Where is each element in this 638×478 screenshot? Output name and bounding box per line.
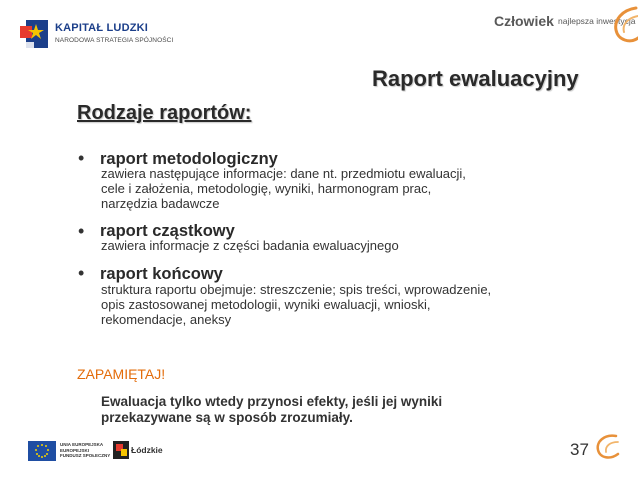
kapital-ludzki-logo-icon: [18, 18, 52, 52]
eu-text-line: FUNDUSZ SPOŁECZNY: [60, 453, 111, 458]
remember-label: ZAPAMIĘTAJ!: [77, 366, 166, 382]
item-desc-line: opis zastosowanej metodologii, wyniki ewaluacji, wnioski,: [101, 297, 431, 312]
item-desc-line: zawiera informacje z części badania ewaluacyjnego: [101, 238, 399, 253]
section-heading: Rodzaje raportów:: [77, 102, 252, 124]
bullet-icon: •: [78, 221, 85, 241]
item-title-metodologiczny: raport metodologiczny: [100, 150, 278, 168]
item-desc-line: cele i założenia, metodologię, wyniki, harmonogram prac,: [101, 181, 432, 196]
item-desc-line: struktura raportu obejmuje: streszczenie; spis treści, wprowadzenie,: [101, 282, 492, 297]
lodzkie-logo-icon: [113, 441, 129, 459]
note-line: przekazywane są w sposób zrozumiały.: [101, 410, 353, 425]
item-title-czastkowy: raport cząstkowy: [100, 222, 235, 240]
eu-text-line: UNIA EUROPEJSKA: [60, 442, 104, 447]
kapital-ludzki-title: KAPITAŁ LUDZKI: [55, 22, 149, 34]
note-line: Ewaluacja tylko wtedy przynosi efekty, jeśli jej wyniki: [101, 394, 443, 409]
czlowiek-logo-subtitle: najlepsza inwestycja: [558, 16, 636, 26]
kapital-ludzki-subtitle: NARODOWA STRATEGIA SPÓJNOŚCI: [55, 37, 174, 44]
page-number: 37: [570, 440, 589, 459]
eu-text-line: EUROPEJSKI: [60, 447, 90, 453]
bullet-icon: •: [78, 263, 85, 283]
czlowiek-logo-title: Człowiek: [494, 13, 554, 29]
item-desc-line: zawiera następujące informacje: dane nt. przedmiotu ewaluacji,: [101, 166, 466, 181]
eu-text: [60, 442, 110, 459]
item-desc-line: rekomendacje, aneksy: [101, 312, 232, 327]
slide-title: Raport ewaluacyjny: [372, 66, 579, 91]
eu-flag-icon: [28, 441, 56, 461]
bullet-icon: •: [78, 148, 85, 168]
lodzkie-label: Łódzkie: [131, 445, 163, 455]
item-title-koncowy: raport końcowy: [100, 265, 223, 283]
item-desc-line: narzędzia badawcze: [101, 196, 220, 211]
orange-swirl-icon: [592, 432, 622, 462]
orange-swirl-icon: [608, 4, 638, 46]
